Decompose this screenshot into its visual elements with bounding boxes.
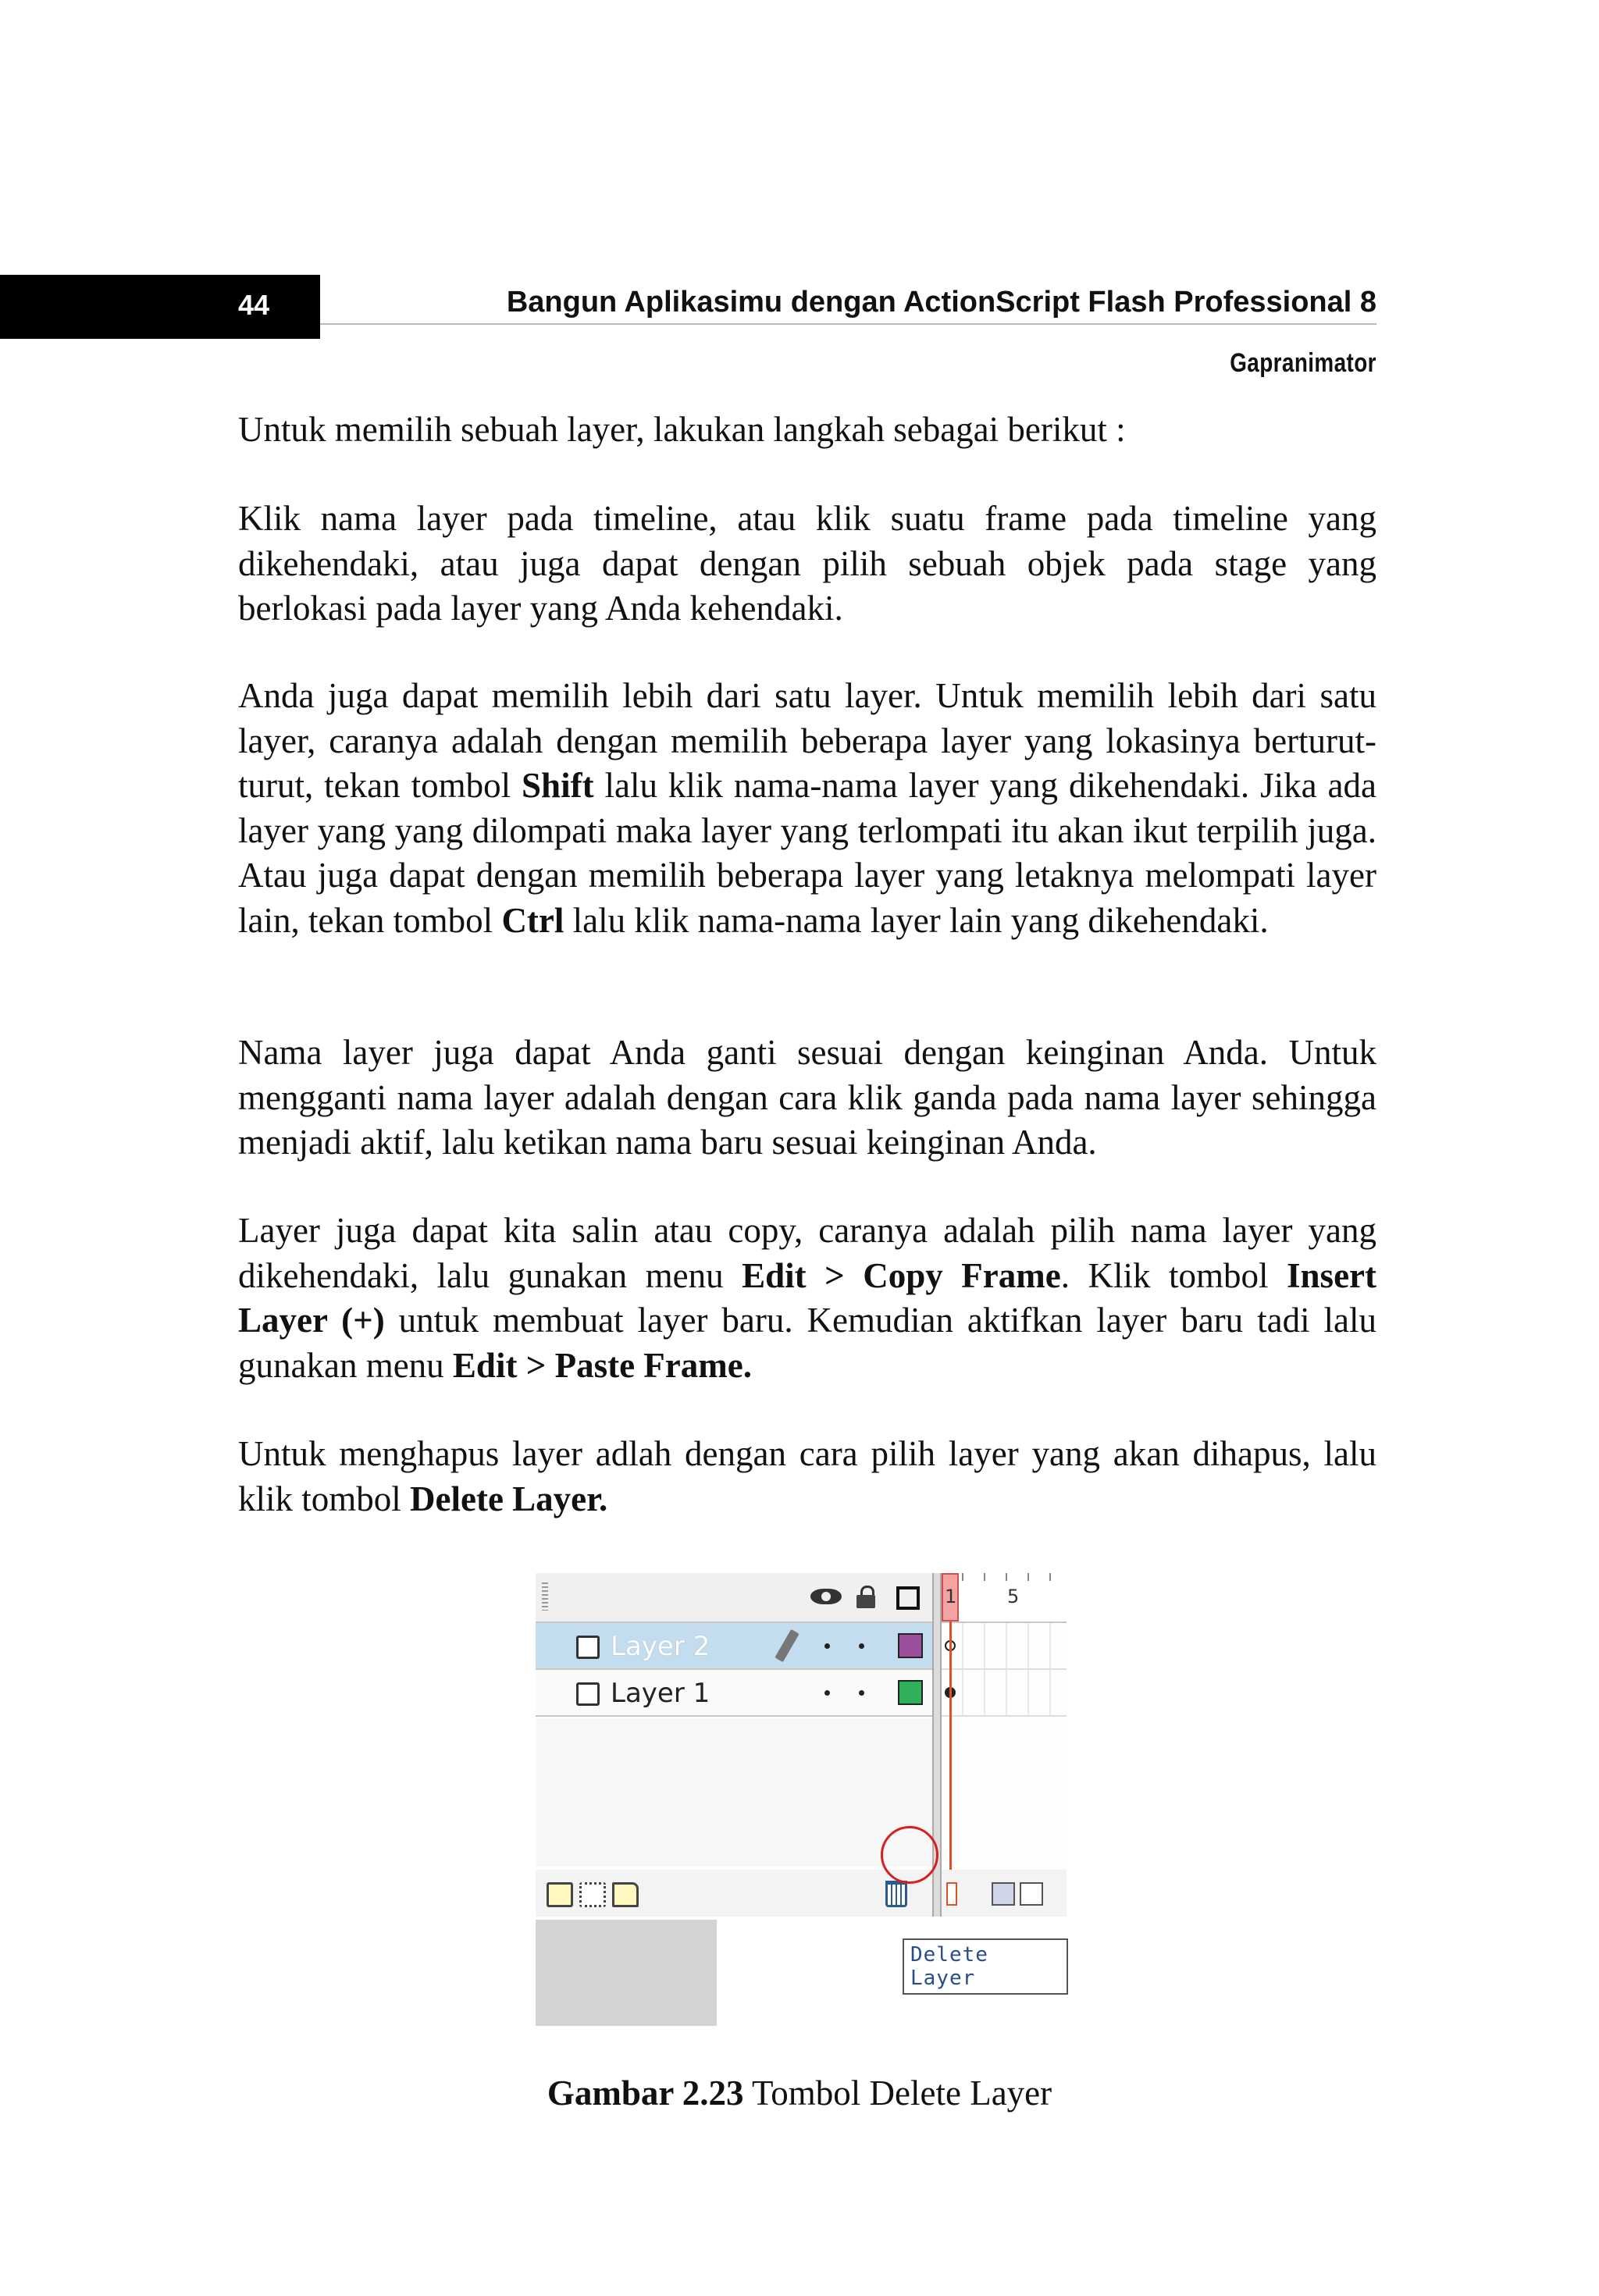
delete-layer-icon[interactable] — [885, 1881, 907, 1907]
add-motion-guide-icon[interactable] — [579, 1882, 606, 1907]
layer-icon — [576, 1636, 600, 1659]
text-run: lalu klik nama-nama layer yang dikehendaki. Jika ada layer yang yang dilompati maka layer yang terlompati itu akan ikut terpilih juga. Atau juga dapat dengan memilih beberapa layer yang letaknya melompati layer lain, tekan tombol — [238, 766, 1376, 940]
lock-dot[interactable] — [859, 1643, 864, 1649]
bold-copy-frame: Edit > Copy Frame — [742, 1255, 1061, 1295]
frame-ruler — [942, 1573, 1067, 1623]
lock-dot[interactable] — [859, 1690, 864, 1696]
layer-toolbar — [536, 1870, 932, 1917]
text-run: Anda juga dapat memilih lebih dari satu layer. Untuk memilih lebih dari satu layer, caranya adalah dengan memilih beberapa layer yang lokasinya berturut-turut, tekan tombol — [238, 676, 1376, 805]
delete-layer-tooltip: Delete Layer — [903, 1938, 1068, 1995]
insert-layer-folder-icon[interactable] — [612, 1882, 639, 1907]
paragraph-copy-layer — [238, 1209, 1376, 1388]
frame-number: 1 — [945, 1586, 957, 1607]
eye-icon[interactable] — [810, 1589, 842, 1604]
layer-name[interactable]: Layer 1 — [611, 1678, 710, 1709]
layer-list-empty-area — [536, 1718, 932, 1867]
visibility-dot[interactable] — [824, 1643, 830, 1649]
timeline-figure — [536, 1573, 1068, 2026]
bold-delete-layer: Delete Layer. — [410, 1479, 608, 1518]
layer-row-1[interactable] — [536, 1670, 932, 1717]
visibility-dot[interactable] — [824, 1690, 830, 1696]
paragraph-select-layer: Klik nama layer pada timeline, atau klik suatu frame pada timeline yang dikehendaki, atau juga dapat dengan pilih sebuah objek pada stage yang berlokasi pada layer yang Anda kehendaki. — [238, 499, 1376, 628]
frame-row-layer-1[interactable] — [942, 1670, 1067, 1717]
page-number-bar — [0, 275, 320, 339]
layer-icon — [576, 1682, 600, 1706]
outline-icon[interactable] — [896, 1586, 920, 1610]
insert-layer-icon[interactable] — [547, 1882, 573, 1907]
text-run: . Klik tombol — [1060, 1255, 1287, 1295]
paragraph-rename-layer: Nama layer juga dapat Anda ganti sesuai dengan keinginan Anda. Untuk mengganti nama layer adalah dengan cara klik ganda pada nama layer sehingga menjadi aktif, lalu ketikan nama baru sesuai keinginan Anda. — [238, 1033, 1376, 1162]
frame-area — [942, 1573, 1067, 1917]
bold-shift: Shift — [522, 766, 594, 805]
paragraph-delete-layer — [238, 1432, 1376, 1522]
running-header-title: Bangun Aplikasimu dengan ActionScript Flash Professional 8 — [506, 286, 1376, 319]
highlight-circle — [881, 1826, 938, 1884]
text-run: Untuk menghapus layer adlah dengan cara pilih layer yang akan dihapus, lalu klik tombol — [238, 1434, 1376, 1518]
pencil-icon — [775, 1629, 799, 1662]
center-frame-icon[interactable] — [946, 1882, 957, 1906]
bold-paste-frame: Edit > Paste Frame. — [452, 1345, 752, 1385]
text-run: untuk membuat layer baru. Kemudian aktifkan layer baru tadi lalu gunakan menu — [238, 1301, 1376, 1385]
lead-paragraph: Untuk memilih sebuah layer, lakukan langkah sebagai berikut : — [238, 410, 1126, 449]
running-header-author: Gapranimator — [1230, 348, 1376, 378]
header-rule — [320, 323, 1376, 325]
layer-name[interactable]: Layer 2 — [611, 1631, 710, 1662]
paragraph-multi-select — [238, 674, 1376, 943]
panel-grip-icon[interactable] — [542, 1582, 548, 1611]
text-run: Layer juga dapat kita salin atau copy, caranya adalah pilih nama layer yang dikehendaki, lalu gunakan menu — [238, 1211, 1376, 1295]
frame-number: 5 — [1007, 1586, 1020, 1607]
figure-caption — [0, 2073, 1599, 2113]
page-number: 44 — [238, 289, 270, 321]
outline-color-swatch[interactable] — [898, 1680, 923, 1705]
onion-outline-icon[interactable] — [1020, 1882, 1043, 1906]
bold-insert-layer: Insert Layer (+) — [238, 1255, 1376, 1340]
timeline-header — [536, 1573, 932, 1623]
frame-toolbar — [942, 1870, 1067, 1917]
text-run: lalu klik nama-nama layer lain yang dikehendaki. — [564, 900, 1269, 940]
outline-color-swatch[interactable] — [898, 1633, 923, 1658]
layer-row-2[interactable] — [536, 1623, 932, 1670]
bold-ctrl: Ctrl — [501, 900, 564, 940]
stage-gray-area — [536, 1920, 717, 2026]
caption-text: Tombol Delete Layer — [743, 2074, 1052, 2113]
frame-row-layer-2[interactable] — [942, 1623, 1067, 1670]
onion-skin-icon[interactable] — [992, 1882, 1015, 1906]
lock-icon[interactable] — [856, 1586, 878, 1609]
caption-label: Gambar 2.23 — [547, 2074, 744, 2113]
